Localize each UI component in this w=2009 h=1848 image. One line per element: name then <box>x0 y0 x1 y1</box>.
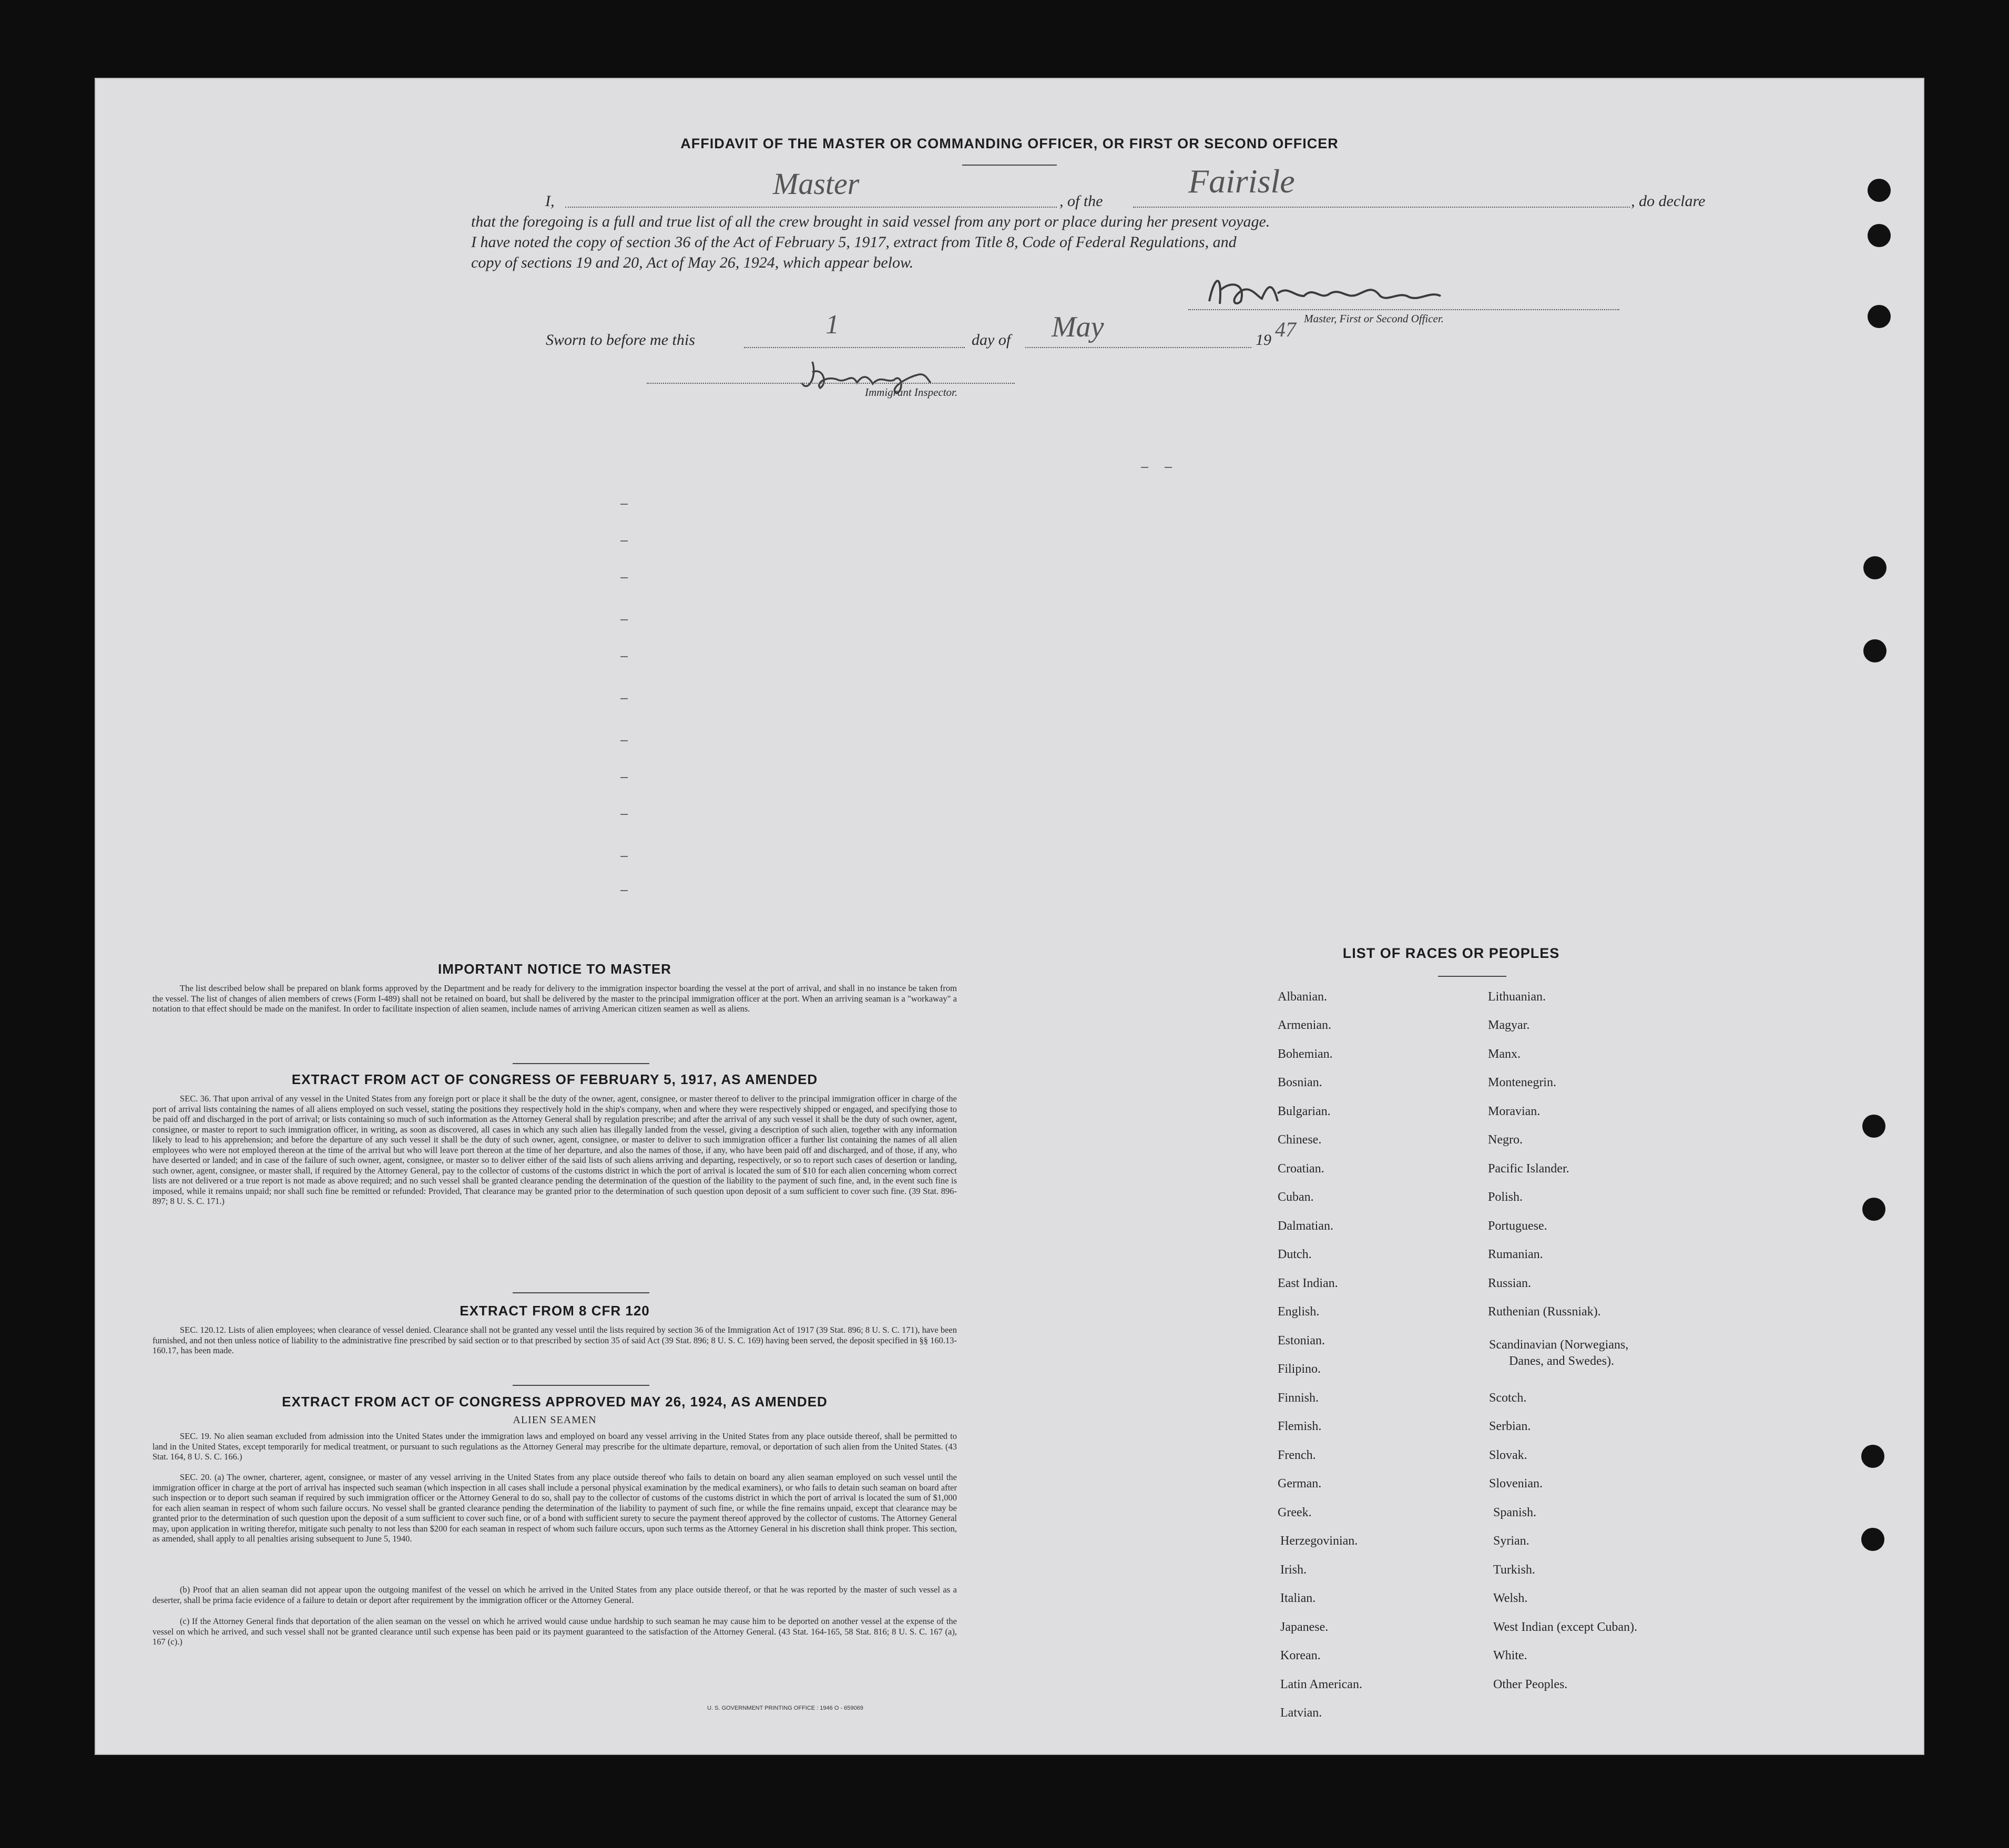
race-item: Japanese. <box>1280 1620 1329 1634</box>
dash-mark <box>620 698 628 699</box>
race-item: Latin American. <box>1280 1678 1362 1691</box>
affidavit-body-line-3: I have noted the copy of section 36 of the Act of February 5, 1917, extract from Title 8, Code of Federal Regulations, and <box>471 233 1237 251</box>
extract-1917-title: EXTRACT FROM ACT OF CONGRESS OF FEBRUARY 5, 1917, AS AMENDED <box>291 1071 818 1087</box>
dash-mark <box>620 814 628 815</box>
handwritten-vessel: Fairisle <box>1188 162 1295 200</box>
race-item: Scotch. <box>1489 1391 1527 1405</box>
race-item: Flemish. <box>1278 1420 1322 1433</box>
race-item: Syrian. <box>1493 1534 1529 1548</box>
month-blank <box>1025 347 1251 348</box>
race-item: Turkish. <box>1493 1563 1535 1577</box>
race-item: Danes, and Swedes). <box>1509 1354 1614 1368</box>
inspector-line <box>647 383 1015 384</box>
race-item: Bulgarian. <box>1278 1105 1331 1118</box>
handwritten-year: 47 <box>1275 318 1296 341</box>
race-item: Dalmatian. <box>1278 1219 1333 1233</box>
race-item: Albanian. <box>1278 990 1327 1004</box>
race-item: Bohemian. <box>1278 1047 1333 1061</box>
race-item: Rumanian. <box>1488 1248 1543 1261</box>
affidavit-i-label: I, <box>545 192 555 210</box>
dash-mark <box>620 577 628 578</box>
dash-mark <box>620 540 628 542</box>
dash-mark <box>620 740 628 741</box>
handwritten-name: Master <box>773 167 860 201</box>
gpo-imprint: U. S. GOVERNMENT PRINTING OFFICE : 1946 O - 659069 <box>707 1705 863 1711</box>
sec-20b-text: (b) Proof that an alien seaman did not appear upon the outgoing manifest of the vessel on which he arrived in the United States from any place outside thereof, or that he was reported by the master of such vessel as a deserter, shall be prima facie evidence of a failure to detain or deport after requirement by the immigration officer or the Attorney General. <box>152 1585 957 1605</box>
race-item: Slovak. <box>1489 1448 1527 1462</box>
punch-hole <box>1863 556 1886 579</box>
race-item: Welsh. <box>1493 1591 1528 1605</box>
race-item: Moravian. <box>1488 1105 1541 1118</box>
dash-mark <box>620 777 628 778</box>
affidavit-body-line-4: copy of sections 19 and 20, Act of May 26, 1924, which appear below. <box>471 254 914 271</box>
punch-hole <box>1863 639 1886 662</box>
race-item: Slovenian. <box>1489 1477 1543 1490</box>
year-prefix: 19 <box>1256 331 1271 349</box>
race-item: Croatian. <box>1278 1162 1324 1176</box>
notice-title: IMPORTANT NOTICE TO MASTER <box>438 961 671 977</box>
alien-seamen-subtitle: ALIEN SEAMEN <box>513 1414 597 1426</box>
day-blank <box>744 347 965 348</box>
race-item: West Indian (except Cuban). <box>1493 1620 1637 1634</box>
race-item: Magyar. <box>1488 1018 1530 1032</box>
race-item: Other Peoples. <box>1493 1678 1568 1691</box>
punch-hole <box>1868 224 1891 247</box>
race-item: Lithuanian. <box>1488 990 1546 1004</box>
extract-cfr-text: SEC. 120.12. Lists of alien employees; when clearance of vessel denied. Clearance shall not be granted any vessel until the lists required by section 36 of the Immigration Act of 1917 (39 Stat. 896; 8 U. S. C. 171), have been furnished, and not then unless notice of liability to the administrative fine prescribed by said section or to that prescribed by section 35 of said Act (39 Stat. 896; 8 U. S. C. 169) having been served, the deposit specified in §§ 160.13-160.17, has been made. <box>152 1325 957 1355</box>
race-item: Finnish. <box>1278 1391 1319 1405</box>
race-item: Pacific Islander. <box>1488 1162 1569 1176</box>
vessel-blank <box>1133 207 1630 208</box>
day-of-label: day of <box>972 331 1011 349</box>
race-item: Dutch. <box>1278 1248 1312 1261</box>
race-item: Italian. <box>1280 1591 1316 1605</box>
race-item: Bosnian. <box>1278 1076 1322 1089</box>
sworn-prefix: Sworn to before me this <box>546 331 695 349</box>
notice-text: The list described below shall be prepared on blank forms approved by the Department and be ready for delivery to the immigration inspector boarding the vessel at the port of arrival, and shall in no instance be taken from the vessel. The list of changes of alien members of crews (Form I-489) shall not be retained on board, but shall be delivered by the master to the principal immigration officer at the port. When an arriving seaman is a "workaway" a notation to that effect should be made on the manifest. In order to facilitate inspection of alien seamen, include names of arriving American citizen seamen as well as aliens. <box>152 983 957 1014</box>
race-item: English. <box>1278 1305 1320 1319</box>
section-divider <box>513 1292 649 1293</box>
of-the-label: , of the <box>1059 192 1103 210</box>
inspector-caption: Immigrant Inspector. <box>865 386 958 399</box>
race-item: Estonian. <box>1278 1334 1325 1347</box>
punch-hole <box>1862 1198 1885 1221</box>
race-item: Chinese. <box>1278 1133 1322 1147</box>
race-item: Negro. <box>1488 1133 1523 1147</box>
extract-1917-text: SEC. 36. That upon arrival of any vessel in the United States from any foreign port or place it shall be the duty of the owner, agent, consignee, or master thereof to deliver to the principal immigration officer in charge of the port of arrival lists containing the names of all aliens employed on such vessel, stating the positions they respectively hold in the ship's company, when and where they were respectively shipped or engaged, and specifying those to be paid off and discharged in the port of arrival; or lists containing so much of such information as the Attorney General shall by regulation prescribe; and after the arrival of any such vessel it shall be the duty of such owner, agent, consignee, or master to report to such immigration officer, in writing, as soon as discovered, all cases in which any such alien has illegally landed from the vessel, giving a description of such alien, together with any information likely to lead to his apprehension; and before the departure of any such vessel it shall be the duty of such owner, agent, consignee, or master to deliver to such immigration officer a further list containing the names of all alien employees who were not employed thereon at the time of the arrival but who will leave port thereon at the time of her departure, and also the names of those, if any, who have been paid off and discharged, and of those, if any, who have deserted or landed; and in case of the failure of such owner, agent, consignee, or master so to deliver either of the said lists of such aliens arriving and departing, respectively, or so to report such cases of desertion or landing, such owner, agent, consignee, or master shall, if required by the Attorney General, pay to the collector of customs of the customs district in which the port of arrival is located the sum of $10 for each alien concerning whom correct lists are not delivered or a true report is not made as above required; and no such vessel shall be granted clearance pending the determination of the question of the liability to the payment of such fine, and, in the event such fine is imposed, while it remains unpaid; nor shall such fine be remitted or refunded: Provided, That clearance may be granted prior to the determination of such question upon deposit of a sum sufficient to cover such fine. (39 Stat. 896-897; 8 U. S. C. 171.) <box>152 1094 957 1206</box>
race-item: Montenegrin. <box>1488 1076 1556 1089</box>
race-item: White. <box>1493 1649 1527 1662</box>
race-item: French. <box>1278 1448 1316 1462</box>
sec-20c-text: (c) If the Attorney General finds that deportation of the alien seaman on the vessel on which he arrived would cause undue hardship to such seaman he may cause him to be deported on another vessel at the expense of the vessel on which he arrived, and such vessel shall not be granted clearance until such expense has been paid or its payment guaranteed to the satisfaction of the Attorney General. (43 Stat. 164-165, 58 Stat. 816; 8 U. S. C. 167 (a), 167 (c).) <box>152 1616 957 1647</box>
race-item: German. <box>1278 1477 1322 1490</box>
dash-mark <box>620 656 628 657</box>
sec-19-text: SEC. 19. No alien seaman excluded from admission into the United States under the immigration laws and employed on board any vessel arriving in the United States from any place outside thereof, shall be permitted to land in the United States, except temporarily for medical treatment, or pursuant to such regulations as the Attorney General may prescribe for the ultimate departure, removal, or deportation of such alien from the United States. (43 Stat. 164, 8 U. S. C. 166.) <box>152 1431 957 1462</box>
signature-line <box>1188 309 1619 310</box>
punch-hole <box>1868 179 1891 202</box>
dash-mark <box>620 856 628 857</box>
punch-hole <box>1868 305 1891 328</box>
race-item: Russian. <box>1488 1277 1532 1290</box>
section-divider <box>513 1385 649 1386</box>
title-divider <box>962 165 1057 166</box>
punch-hole <box>1861 1445 1884 1468</box>
race-item: Herzegovinian. <box>1280 1534 1358 1548</box>
race-item: Portuguese. <box>1488 1219 1547 1233</box>
race-item: Serbian. <box>1489 1420 1531 1433</box>
document-page <box>95 78 1924 1755</box>
dash-mark <box>1165 467 1172 468</box>
name-blank <box>565 207 1057 208</box>
race-item: Korean. <box>1280 1649 1321 1662</box>
race-item: Polish. <box>1488 1190 1523 1204</box>
dash-mark <box>1141 467 1148 468</box>
handwritten-day: 1 <box>825 310 839 340</box>
extract-cfr-title: EXTRACT FROM 8 CFR 120 <box>460 1303 650 1319</box>
do-declare-label: , do declare <box>1631 192 1706 210</box>
dash-mark <box>620 890 628 891</box>
sec-20a-text: SEC. 20. (a) The owner, charterer, agent, consignee, or master of any vessel arriving in the United States from any place outside thereof who fails to detain on board any alien seaman employed on such vessel until the immigration officer in charge at the port of arrival has inspected such seaman (which inspection in all cases shall include a personal physical examination by the medical examiners), or who fails to detain such seaman on board after such inspection or to deport such seaman if required by such immigration officer or the Attorney General to do so, shall pay to the collector of customs of the customs district in which the port of arrival is located the sum of $1,000 for each alien seaman in respect of whom such failure occurs. No vessel shall be granted clearance pending the determination of the liability to payment of such fine, or while the fine remains unpaid, except that clearance may be granted prior to the determination of such question upon the deposit of a sum sufficient to cover such fine, or of a bond with sufficient surety to secure the payment thereof approved by the collector of customs. The Attorney General may, upon application in writing therefor, mitigate such penalty to not less than $200 for each seaman in respect of whom such failure occurs, upon such terms as the Attorney General in his discretion shall think proper. This section, as amended, shall apply to all penalties arising subsequent to June 5, 1940. <box>152 1472 957 1544</box>
race-item: Irish. <box>1280 1563 1307 1577</box>
handwritten-month: May <box>1052 311 1104 343</box>
races-title: LIST OF RACES OR PEOPLES <box>1342 945 1560 961</box>
race-item: Armenian. <box>1278 1018 1331 1032</box>
race-item: Spanish. <box>1493 1506 1537 1519</box>
race-item: Cuban. <box>1278 1190 1314 1204</box>
race-item: Manx. <box>1488 1047 1521 1061</box>
affidavit-title: AFFIDAVIT OF THE MASTER OR COMMANDING OFFICER, OR FIRST OR SECOND OFFICER <box>680 136 1339 151</box>
races-divider <box>1438 976 1506 977</box>
extract-1924-title: EXTRACT FROM ACT OF CONGRESS APPROVED MAY 26, 1924, AS AMENDED <box>282 1394 828 1410</box>
punch-hole <box>1861 1528 1884 1551</box>
dash-mark <box>620 619 628 620</box>
master-caption: Master, First or Second Officer. <box>1304 312 1444 325</box>
race-item: East Indian. <box>1278 1277 1338 1290</box>
race-item: Scandinavian (Norwegians, <box>1489 1338 1629 1352</box>
affidavit-body-line-2: that the foregoing is a full and true list of all the crew brought in said vessel from any port or place during her present voyage. <box>471 213 1270 230</box>
section-divider <box>513 1063 649 1064</box>
punch-hole <box>1862 1115 1885 1138</box>
race-item: Greek. <box>1278 1506 1312 1519</box>
race-item: Filipino. <box>1278 1362 1321 1376</box>
race-item: Ruthenian (Russniak). <box>1488 1305 1601 1319</box>
dash-mark <box>620 504 628 505</box>
race-item: Latvian. <box>1280 1706 1322 1720</box>
